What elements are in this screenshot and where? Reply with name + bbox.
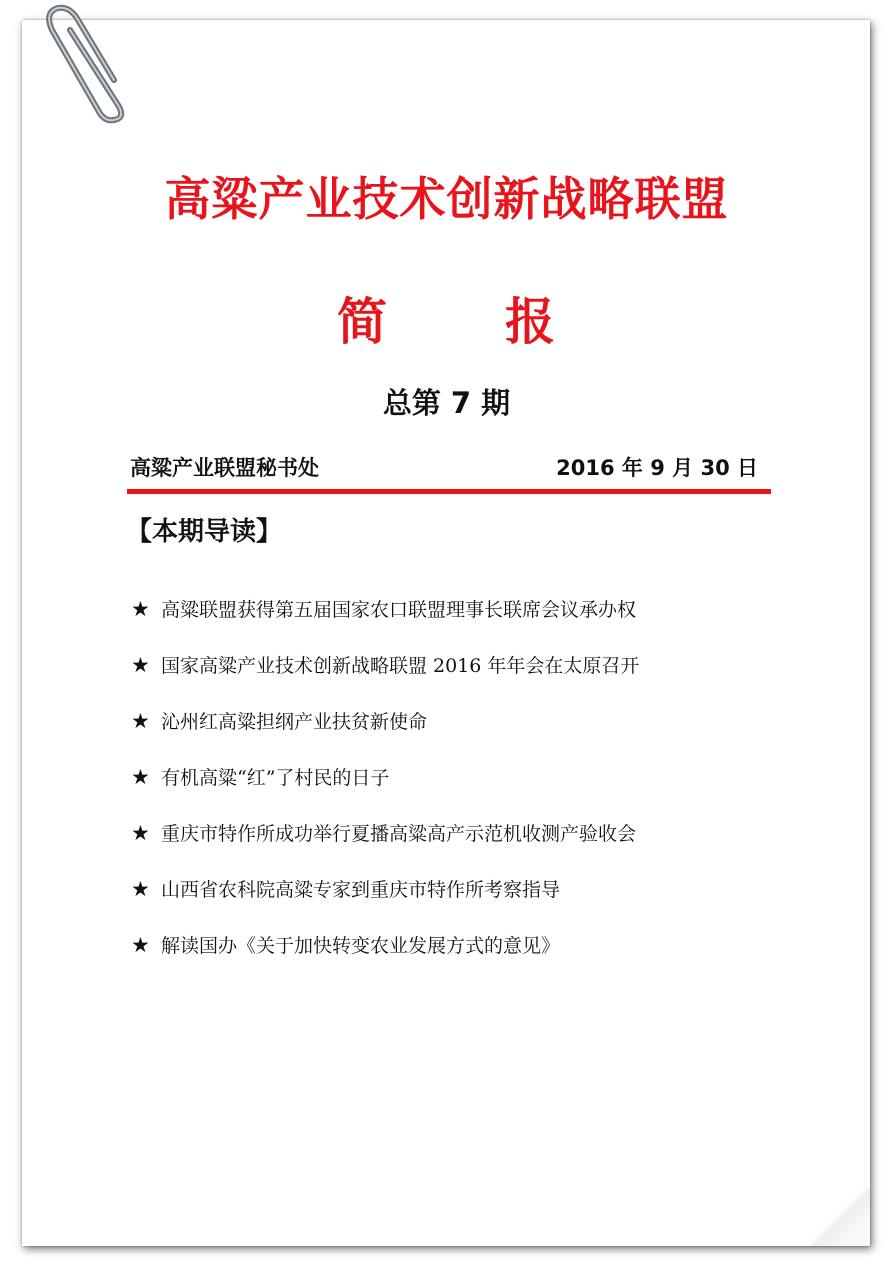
list-item-label: 国家高粱产业技术创新战略联盟 2016 年年会在太原召开 — [161, 655, 640, 677]
page-title: 高粱产业技术创新战略联盟 — [164, 172, 729, 226]
black-star-icon: ★ — [131, 821, 150, 845]
list-item-label: 山西省农科院高粱专家到重庆市特作所考察指导 — [161, 879, 561, 901]
issue-number: 总第 7 期 — [382, 386, 511, 420]
publish-date: 2016 年 9 月 30 日 — [556, 456, 758, 480]
list-item-label: 解读国办《关于加快转变农业发展方式的意见》 — [161, 935, 561, 957]
contents-list — [131, 594, 639, 986]
brief-char-2: 报 — [505, 292, 555, 351]
list-item — [131, 930, 639, 986]
guide-heading: 【本期导读】 — [126, 517, 283, 547]
list-item — [131, 818, 639, 874]
list-item — [131, 874, 639, 930]
black-star-icon: ★ — [131, 709, 150, 733]
paperclip-icon — [30, 0, 140, 125]
black-star-icon: ★ — [131, 933, 150, 957]
list-item — [131, 706, 639, 762]
page-curl — [810, 1186, 870, 1246]
list-item-label: 重庆市特作所成功举行夏播高粱高产示范机收测产验收会 — [161, 823, 637, 845]
list-item — [131, 594, 639, 650]
list-item-label: 沁州红高粱担纲产业扶贫新使命 — [161, 711, 428, 733]
list-item — [131, 650, 639, 706]
red-divider — [127, 489, 771, 494]
black-star-icon: ★ — [131, 877, 150, 901]
black-star-icon: ★ — [131, 765, 150, 789]
black-star-icon: ★ — [131, 597, 150, 621]
list-item-label: 有机高粱“红”了村民的日子 — [161, 767, 390, 789]
list-item-label: 高粱联盟获得第五届国家农口联盟理事长联席会议承办权 — [161, 599, 637, 621]
organization: 高粱产业联盟秘书处 — [130, 456, 319, 480]
list-item — [131, 762, 639, 818]
brief-char-1: 简 — [337, 292, 387, 351]
black-star-icon: ★ — [131, 653, 150, 677]
